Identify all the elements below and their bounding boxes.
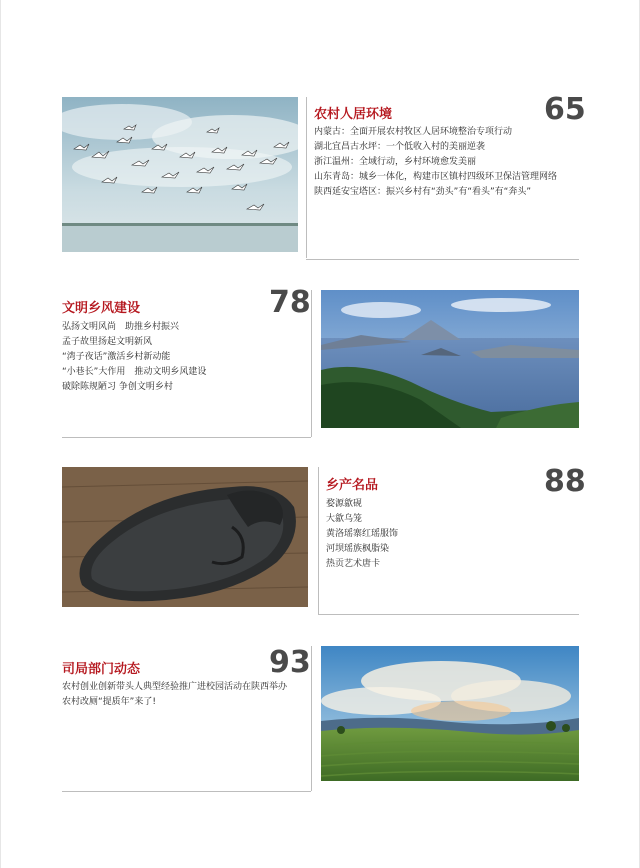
lake-and-hills-photo (321, 290, 579, 428)
article-link[interactable]: 山东青岛：城乡一体化，构建市区镇村四级环卫保洁管理网络 (314, 172, 558, 182)
article-link[interactable]: 内蒙古：全面开展农村牧区人居环境整治专项行动 (314, 127, 513, 137)
article-link[interactable]: 农村改厕“提质年”来了! (62, 697, 156, 707)
section-3-bottom-rule (318, 614, 579, 615)
section-title: 乡产名品 (326, 478, 379, 493)
article-link[interactable]: 浙江温州：全域行动，乡村环境愈发美丽 (314, 157, 477, 167)
article-link[interactable]: 湖北宜昌古水坪：一个低收入村的美丽逆袭 (314, 142, 486, 152)
article-link[interactable]: “湾子夜话”激活乡村新动能 (62, 352, 171, 362)
section-4-vertical-divider (311, 646, 312, 791)
inkstone-photo (62, 467, 308, 607)
article-link[interactable]: 陕西延安宝塔区：振兴乡村有“劲头”有“看头”有“奔头” (314, 187, 531, 197)
section-2-vertical-divider (311, 290, 312, 437)
article-list (62, 320, 206, 395)
page-number: 65 (544, 92, 586, 127)
page-number: 93 (269, 645, 311, 680)
article-link[interactable]: 孟子故里扬起文明新风 (62, 337, 153, 347)
section-title: 司局部门动态 (62, 662, 141, 677)
section-4-bottom-rule (62, 791, 311, 792)
birds-over-water-photo (62, 97, 298, 252)
article-link[interactable]: “小巷长”大作用 推动文明乡风建设 (62, 367, 207, 377)
article-link[interactable]: 热贡艺术唐卡 (326, 559, 381, 569)
section-1-bottom-rule (306, 259, 579, 260)
article-link[interactable]: 婺源歙砚 (326, 499, 363, 509)
page-number: 78 (269, 285, 311, 320)
article-link[interactable]: 破除陈规陋习 争创文明乡村 (62, 382, 173, 392)
section-title: 文明乡风建设 (62, 301, 141, 316)
article-link[interactable]: 弘扬文明风尚 助推乡村振兴 (62, 322, 180, 332)
article-link[interactable]: 河坝瑶族枫脂染 (326, 544, 390, 554)
article-link[interactable]: 大歙乌笼 (326, 514, 363, 524)
tea-field-sky-photo (321, 646, 579, 781)
article-list (314, 125, 557, 200)
section-1-vertical-divider (306, 97, 307, 258)
section-title: 农村人居环境 (314, 107, 393, 122)
section-3-vertical-divider (318, 467, 319, 614)
article-list (326, 497, 398, 572)
page-number: 88 (544, 464, 586, 499)
section-2-bottom-rule (62, 437, 311, 438)
article-link[interactable]: 农村创业创新带头人典型经验推广进校园活动在陕西举办 (62, 682, 288, 692)
article-link[interactable]: 黄洛瑶寨红瑶服饰 (326, 529, 399, 539)
article-list (62, 680, 302, 710)
